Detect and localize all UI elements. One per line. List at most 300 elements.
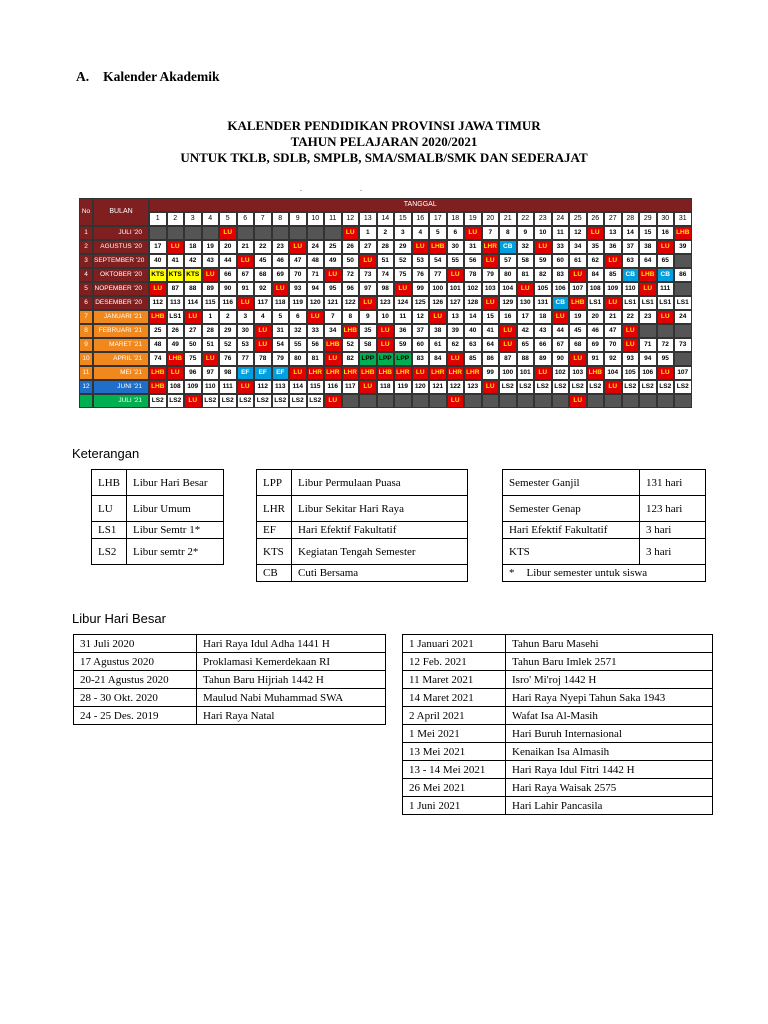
legend-code: KTS [257, 539, 292, 565]
calendar-day-cell: LU [254, 338, 272, 352]
calendar-day-cell: 80 [289, 352, 307, 366]
calendar-day-cell: 15 [639, 226, 657, 240]
calendar-day-cell: LU [289, 366, 307, 380]
calendar-day-cell: 68 [254, 268, 272, 282]
calendar-day-cell [622, 394, 640, 408]
holiday-date: 28 - 30 Okt. 2020 [74, 689, 197, 707]
calendar-day-cell: LU [447, 352, 465, 366]
calendar-day-cell: LU [377, 338, 395, 352]
calendar-day-cell: 19 [569, 310, 587, 324]
calendar-day-cell: LU [447, 394, 465, 408]
calendar-day-cell: 31 [464, 240, 482, 254]
row-number: 9 [79, 338, 93, 352]
day-number-header: 26 [587, 212, 605, 226]
row-number: 2 [79, 240, 93, 254]
legend-code: EF [257, 522, 292, 539]
holiday-row [403, 707, 713, 725]
calendar-day-cell: 104 [604, 366, 622, 380]
row-month: FEBRUARI '21 [93, 324, 149, 338]
calendar-day-cell: 39 [447, 324, 465, 338]
row-number: 10 [79, 352, 93, 366]
holiday-date: 24 - 25 Des. 2019 [74, 707, 197, 725]
holiday-date: 1 Juni 2021 [403, 797, 506, 815]
holiday-name: Maulud Nabi Muhammad SWA [197, 689, 386, 707]
calendar-day-cell: 16 [499, 310, 517, 324]
calendar-day-cell: 120 [307, 296, 325, 310]
calendar-day-cell: 47 [289, 254, 307, 268]
calendar-day-cell: LU [482, 380, 500, 394]
calendar-day-cell: EF [254, 366, 272, 380]
calendar-day-cell: LHB [149, 380, 167, 394]
calendar-day-cell: LHR [429, 366, 447, 380]
calendar-day-cell: 70 [289, 268, 307, 282]
holiday-row [403, 725, 713, 743]
day-number-header: 5 [219, 212, 237, 226]
calendar-day-cell: 24 [674, 310, 692, 324]
calendar-day-cell: 121 [324, 296, 342, 310]
calendar-day-cell: LU [412, 366, 430, 380]
calendar-day-cell: 16 [657, 226, 675, 240]
legend-code: LS2 [92, 539, 127, 565]
calendar-day-cell: 105 [622, 366, 640, 380]
calendar-heading-3: UNTUK TKLB, SDLB, SMPLB, SMA/SMALB/SMK DAN SEDERAJAT [180, 150, 588, 165]
calendar-day-cell: 7 [482, 226, 500, 240]
calendar-day-cell: 18 [184, 240, 202, 254]
calendar-day-cell: LU [359, 254, 377, 268]
calendar-day-cell: 114 [184, 296, 202, 310]
calendar-day-cell: 49 [324, 254, 342, 268]
calendar-day-cell: LU [272, 282, 290, 296]
holiday-date: 1 Mei 2021 [403, 725, 506, 743]
calendar-day-cell: LS1 [657, 296, 675, 310]
calendar-day-cell: 25 [324, 240, 342, 254]
calendar-day-cell: LU [359, 296, 377, 310]
calendar-day-cell: 102 [552, 366, 570, 380]
calendar-day-cell: LU [342, 226, 360, 240]
row-month: MEI '21 [93, 366, 149, 380]
calendar-day-cell: LHB [429, 240, 447, 254]
calendar-day-cell: 49 [167, 338, 185, 352]
calendar-day-cell: 87 [499, 352, 517, 366]
calendar-day-cell: LU [254, 324, 272, 338]
calendar-day-cell: 12 [569, 226, 587, 240]
calendar-day-cell: LS2 [202, 394, 220, 408]
calendar-day-cell: LU [569, 352, 587, 366]
calendar-day-cell: LU [499, 338, 517, 352]
calendar-day-cell: 41 [167, 254, 185, 268]
calendar-day-cell: 5 [429, 226, 447, 240]
row-number: 5 [79, 282, 93, 296]
calendar-day-cell: 75 [184, 352, 202, 366]
summary-row [503, 522, 706, 539]
section-title: Kalender Akademik [103, 69, 220, 84]
calendar-day-cell: 64 [639, 254, 657, 268]
calendar-day-cell: 12 [412, 310, 430, 324]
day-number-header: 30 [657, 212, 675, 226]
calendar-day-cell: 17 [149, 240, 167, 254]
calendar-day-cell: 44 [219, 254, 237, 268]
calendar-day-cell: LHB [149, 310, 167, 324]
calendar-day-cell: 40 [149, 254, 167, 268]
calendar-day-cell: 67 [552, 338, 570, 352]
calendar-day-cell: 121 [429, 380, 447, 394]
calendar-heading-2: TAHUN PELAJARAN 2020/2021 [290, 134, 478, 149]
calendar-heading-1: KALENDER PENDIDIKAN PROVINSI JAWA TIMUR [227, 118, 541, 133]
calendar-day-cell: 74 [377, 268, 395, 282]
calendar-day-cell: 126 [429, 296, 447, 310]
calendar-day-cell: 103 [569, 366, 587, 380]
calendar-day-cell: LHR [464, 366, 482, 380]
calendar-day-cell: 108 [167, 380, 185, 394]
calendar-day-cell: 79 [272, 352, 290, 366]
calendar-day-cell: LU [237, 296, 255, 310]
calendar-day-cell: 119 [289, 296, 307, 310]
holiday-row [74, 689, 386, 707]
calendar-day-cell: 117 [254, 296, 272, 310]
calendar-day-cell: 45 [569, 324, 587, 338]
calendar-day-cell: 9 [359, 310, 377, 324]
day-number-header: 19 [464, 212, 482, 226]
calendar-day-cell: LPP [394, 352, 412, 366]
calendar-day-cell [534, 394, 552, 408]
calendar-day-cell: 3 [394, 226, 412, 240]
calendar-day-cell [517, 394, 535, 408]
calendar-day-cell: 42 [184, 254, 202, 268]
day-number-header: 21 [499, 212, 517, 226]
day-number-header: 7 [254, 212, 272, 226]
calendar-day-cell: 100 [499, 366, 517, 380]
calendar-day-cell: 40 [464, 324, 482, 338]
summary-label: Semester Genap [503, 496, 640, 522]
calendar-day-cell: 116 [219, 296, 237, 310]
holiday-date: 12 Feb. 2021 [403, 653, 506, 671]
calendar-day-cell: 36 [604, 240, 622, 254]
holiday-name: Hari Raya Idul Fitri 1442 H [506, 761, 713, 779]
day-number-header: 10 [307, 212, 325, 226]
calendar-day-cell [674, 352, 692, 366]
calendar-day-cell: 28 [377, 240, 395, 254]
calendar-day-cell: LU [184, 394, 202, 408]
calendar-day-cell: 95 [324, 282, 342, 296]
calendar-day-cell: 48 [307, 254, 325, 268]
holiday-name: Hari Buruh Internasional [506, 725, 713, 743]
calendar-day-cell: LHR [307, 366, 325, 380]
calendar-day-cell: 19 [202, 240, 220, 254]
calendar-day-cell: 90 [219, 282, 237, 296]
header-no: No [79, 198, 93, 226]
calendar-day-cell: 23 [272, 240, 290, 254]
calendar-day-cell: 63 [464, 338, 482, 352]
calendar-day-cell: LU [202, 352, 220, 366]
calendar-day-cell: 38 [639, 240, 657, 254]
calendar-day-cell [394, 394, 412, 408]
calendar-day-cell: 118 [272, 296, 290, 310]
keterangan-title: Keterangan [72, 446, 140, 461]
calendar-day-cell: 72 [657, 338, 675, 352]
calendar-day-cell: 73 [359, 268, 377, 282]
holiday-name: Tahun Baru Imlek 2571 [506, 653, 713, 671]
day-number-header: 8 [272, 212, 290, 226]
calendar-day-cell: 24 [307, 240, 325, 254]
calendar-day-cell: LHB [167, 352, 185, 366]
calendar-day-cell: LU [237, 254, 255, 268]
legend-row [92, 522, 224, 539]
calendar-day-cell: 79 [482, 268, 500, 282]
calendar-day-cell [167, 226, 185, 240]
calendar-day-cell: 32 [517, 240, 535, 254]
holiday-row [403, 635, 713, 653]
calendar-day-cell: 124 [394, 296, 412, 310]
calendar-day-cell: 2 [377, 226, 395, 240]
calendar-day-cell: LU [657, 240, 675, 254]
calendar-day-cell: LS2 [499, 380, 517, 394]
day-number-header: 11 [324, 212, 342, 226]
calendar-day-cell [464, 394, 482, 408]
calendar-day-cell: 58 [517, 254, 535, 268]
calendar-day-cell: LU [622, 324, 640, 338]
holiday-date: 20-21 Agustus 2020 [74, 671, 197, 689]
calendar-day-cell: 103 [482, 282, 500, 296]
calendar-day-cell: 47 [604, 324, 622, 338]
summary-label: KTS [503, 539, 640, 565]
calendar-day-cell: 38 [429, 324, 447, 338]
calendar-day-cell: 17 [517, 310, 535, 324]
header-bulan: BULAN [93, 198, 149, 226]
calendar-day-cell: 25 [149, 324, 167, 338]
calendar-day-cell: 102 [464, 282, 482, 296]
calendar-day-cell: 56 [464, 254, 482, 268]
calendar-day-cell: LU [359, 380, 377, 394]
calendar-day-cell: 26 [167, 324, 185, 338]
libur-title: Libur Hari Besar [72, 611, 166, 626]
calendar-day-cell [342, 394, 360, 408]
calendar-day-cell: LU [552, 310, 570, 324]
calendar-day-cell: 86 [674, 268, 692, 282]
calendar-day-cell: 71 [639, 338, 657, 352]
header-tanggal: TANGGAL [149, 198, 692, 212]
calendar-day-cell: 112 [149, 296, 167, 310]
legend-description: Libur Permulaan Puasa [292, 470, 468, 496]
calendar-day-cell: 65 [657, 254, 675, 268]
calendar-day-cell: 127 [447, 296, 465, 310]
calendar-day-cell: LU [429, 310, 447, 324]
calendar-day-cell: LS2 [237, 394, 255, 408]
day-number-header: 29 [639, 212, 657, 226]
calendar-day-cell: 11 [394, 310, 412, 324]
calendar-day-cell: 129 [499, 296, 517, 310]
calendar-day-cell: 113 [272, 380, 290, 394]
calendar-day-cell: 69 [272, 268, 290, 282]
calendar-day-cell: 34 [569, 240, 587, 254]
summary-row [503, 539, 706, 565]
calendar-day-cell: 22 [622, 310, 640, 324]
calendar-day-cell: 95 [657, 352, 675, 366]
calendar-day-cell: 83 [552, 268, 570, 282]
calendar-day-cell: 94 [307, 282, 325, 296]
calendar-day-cell: 76 [219, 352, 237, 366]
calendar-day-cell: 26 [342, 240, 360, 254]
holiday-name: Tahun Baru Masehi [506, 635, 713, 653]
calendar-day-cell: 97 [359, 282, 377, 296]
calendar-day-cell: 101 [517, 366, 535, 380]
calendar-day-cell: LU [482, 296, 500, 310]
legend-row [257, 470, 468, 496]
calendar-day-cell: 6 [447, 226, 465, 240]
calendar-day-cell: 43 [202, 254, 220, 268]
calendar-day-cell: 85 [464, 352, 482, 366]
calendar-day-cell: 120 [412, 380, 430, 394]
calendar-day-cell: 52 [394, 254, 412, 268]
holiday-row [74, 653, 386, 671]
day-number-header: 22 [517, 212, 535, 226]
calendar-day-cell: 31 [272, 324, 290, 338]
holiday-row [403, 671, 713, 689]
calendar-day-cell: 101 [447, 282, 465, 296]
holiday-name: Hari Raya Natal [197, 707, 386, 725]
holiday-row [74, 671, 386, 689]
calendar-day-cell: 45 [254, 254, 272, 268]
day-number-header: 24 [552, 212, 570, 226]
calendar-day-cell: LS2 [674, 380, 692, 394]
calendar-day-cell [674, 282, 692, 296]
legend-row [92, 496, 224, 522]
calendar-day-cell: 106 [552, 282, 570, 296]
calendar-day-cell: LS2 [552, 380, 570, 394]
holiday-name: Hari Raya Waisak 2575 [506, 779, 713, 797]
calendar-day-cell [289, 226, 307, 240]
calendar-day-cell: LU [499, 324, 517, 338]
calendar-day-cell: 52 [219, 338, 237, 352]
calendar-day-cell: 65 [517, 338, 535, 352]
calendar-day-cell: 69 [587, 338, 605, 352]
calendar-day-cell: 82 [342, 352, 360, 366]
calendar-day-cell: 94 [639, 352, 657, 366]
calendar-day-cell: 28 [202, 324, 220, 338]
calendar-day-cell [482, 394, 500, 408]
legend-description: Libur Umum [127, 496, 224, 522]
academic-calendar-grid [79, 198, 711, 410]
holiday-row [403, 743, 713, 761]
summary-note [503, 565, 706, 582]
holiday-name: Isro' Mi'roj 1442 H [506, 671, 713, 689]
calendar-day-cell: 78 [464, 268, 482, 282]
calendar-day-cell: 21 [237, 240, 255, 254]
calendar-day-cell: LU [167, 366, 185, 380]
section-letter: A. [76, 69, 90, 84]
calendar-day-cell: 117 [342, 380, 360, 394]
row-month: NOPEMBER '20 [93, 282, 149, 296]
calendar-day-cell: 51 [202, 338, 220, 352]
calendar-day-cell: LPP [359, 352, 377, 366]
calendar-day-cell [674, 394, 692, 408]
calendar-day-cell: 11 [552, 226, 570, 240]
calendar-day-cell: LU [534, 366, 552, 380]
calendar-day-cell: 92 [254, 282, 272, 296]
day-number-header: 16 [412, 212, 430, 226]
calendar-day-cell: 4 [254, 310, 272, 324]
calendar-day-cell: 13 [447, 310, 465, 324]
calendar-day-cell: 81 [307, 352, 325, 366]
calendar-day-cell: 87 [167, 282, 185, 296]
calendar-day-cell: 115 [307, 380, 325, 394]
holiday-date: 2 April 2021 [403, 707, 506, 725]
calendar-day-cell: LU [202, 268, 220, 282]
calendar-day-cell: 68 [569, 338, 587, 352]
calendar-day-cell: 118 [377, 380, 395, 394]
calendar-day-cell: 29 [394, 240, 412, 254]
calendar-day-cell: 43 [534, 324, 552, 338]
calendar-day-cell: 1 [202, 310, 220, 324]
day-number-header: 27 [604, 212, 622, 226]
calendar-day-cell: CB [657, 268, 675, 282]
calendar-day-cell: LS2 [272, 394, 290, 408]
calendar-day-cell: 46 [272, 254, 290, 268]
calendar-day-cell: 58 [359, 338, 377, 352]
calendar-day-cell: 97 [202, 366, 220, 380]
calendar-day-cell: 56 [307, 338, 325, 352]
day-number-header: 3 [184, 212, 202, 226]
calendar-day-cell: 37 [622, 240, 640, 254]
calendar-day-cell: 77 [429, 268, 447, 282]
calendar-day-cell: LU [622, 338, 640, 352]
calendar-day-cell: 62 [447, 338, 465, 352]
day-number-header: 18 [447, 212, 465, 226]
calendar-day-cell: 29 [219, 324, 237, 338]
day-number-header: 4 [202, 212, 220, 226]
summary-row [503, 470, 706, 496]
calendar-day-cell: 109 [184, 380, 202, 394]
calendar-day-cell: LS1 [639, 296, 657, 310]
calendar-day-cell: 99 [482, 366, 500, 380]
calendar-day-cell: 73 [674, 338, 692, 352]
summary-value: 3 hari [640, 522, 706, 539]
calendar-day-cell: EF [272, 366, 290, 380]
calendar-day-cell: 34 [324, 324, 342, 338]
calendar-day-cell: LHB [324, 338, 342, 352]
calendar-day-cell: 116 [324, 380, 342, 394]
calendar-day-cell: 27 [184, 324, 202, 338]
day-number-header: 1 [149, 212, 167, 226]
calendar-day-cell: 51 [377, 254, 395, 268]
calendar-day-cell: 72 [342, 268, 360, 282]
calendar-day-cell: LU [604, 254, 622, 268]
calendar-day-cell: LHB [149, 366, 167, 380]
calendar-day-cell: 61 [429, 338, 447, 352]
calendar-day-cell: 119 [394, 380, 412, 394]
calendar-day-cell: 18 [534, 310, 552, 324]
calendar-day-cell [674, 324, 692, 338]
calendar-day-cell: 62 [587, 254, 605, 268]
holiday-row [403, 653, 713, 671]
note-asterisk: * [509, 567, 515, 579]
calendar-day-cell: 85 [604, 268, 622, 282]
calendar-day-cell: 8 [342, 310, 360, 324]
calendar-day-cell: 20 [219, 240, 237, 254]
summary-label: Semester Ganjil [503, 470, 640, 496]
legend-description: Libur Hari Besar [127, 470, 224, 496]
holiday-name: Hari Lahir Pancasila [506, 797, 713, 815]
calendar-day-cell [657, 394, 675, 408]
holiday-row [403, 689, 713, 707]
legend-table-2 [256, 469, 468, 582]
calendar-day-cell: 92 [604, 352, 622, 366]
row-number: 11 [79, 366, 93, 380]
calendar-day-cell: LU [604, 296, 622, 310]
calendar-day-cell: 107 [569, 282, 587, 296]
day-number-header: 15 [394, 212, 412, 226]
calendar-day-cell [674, 254, 692, 268]
row-month: DESEMBER '20 [93, 296, 149, 310]
